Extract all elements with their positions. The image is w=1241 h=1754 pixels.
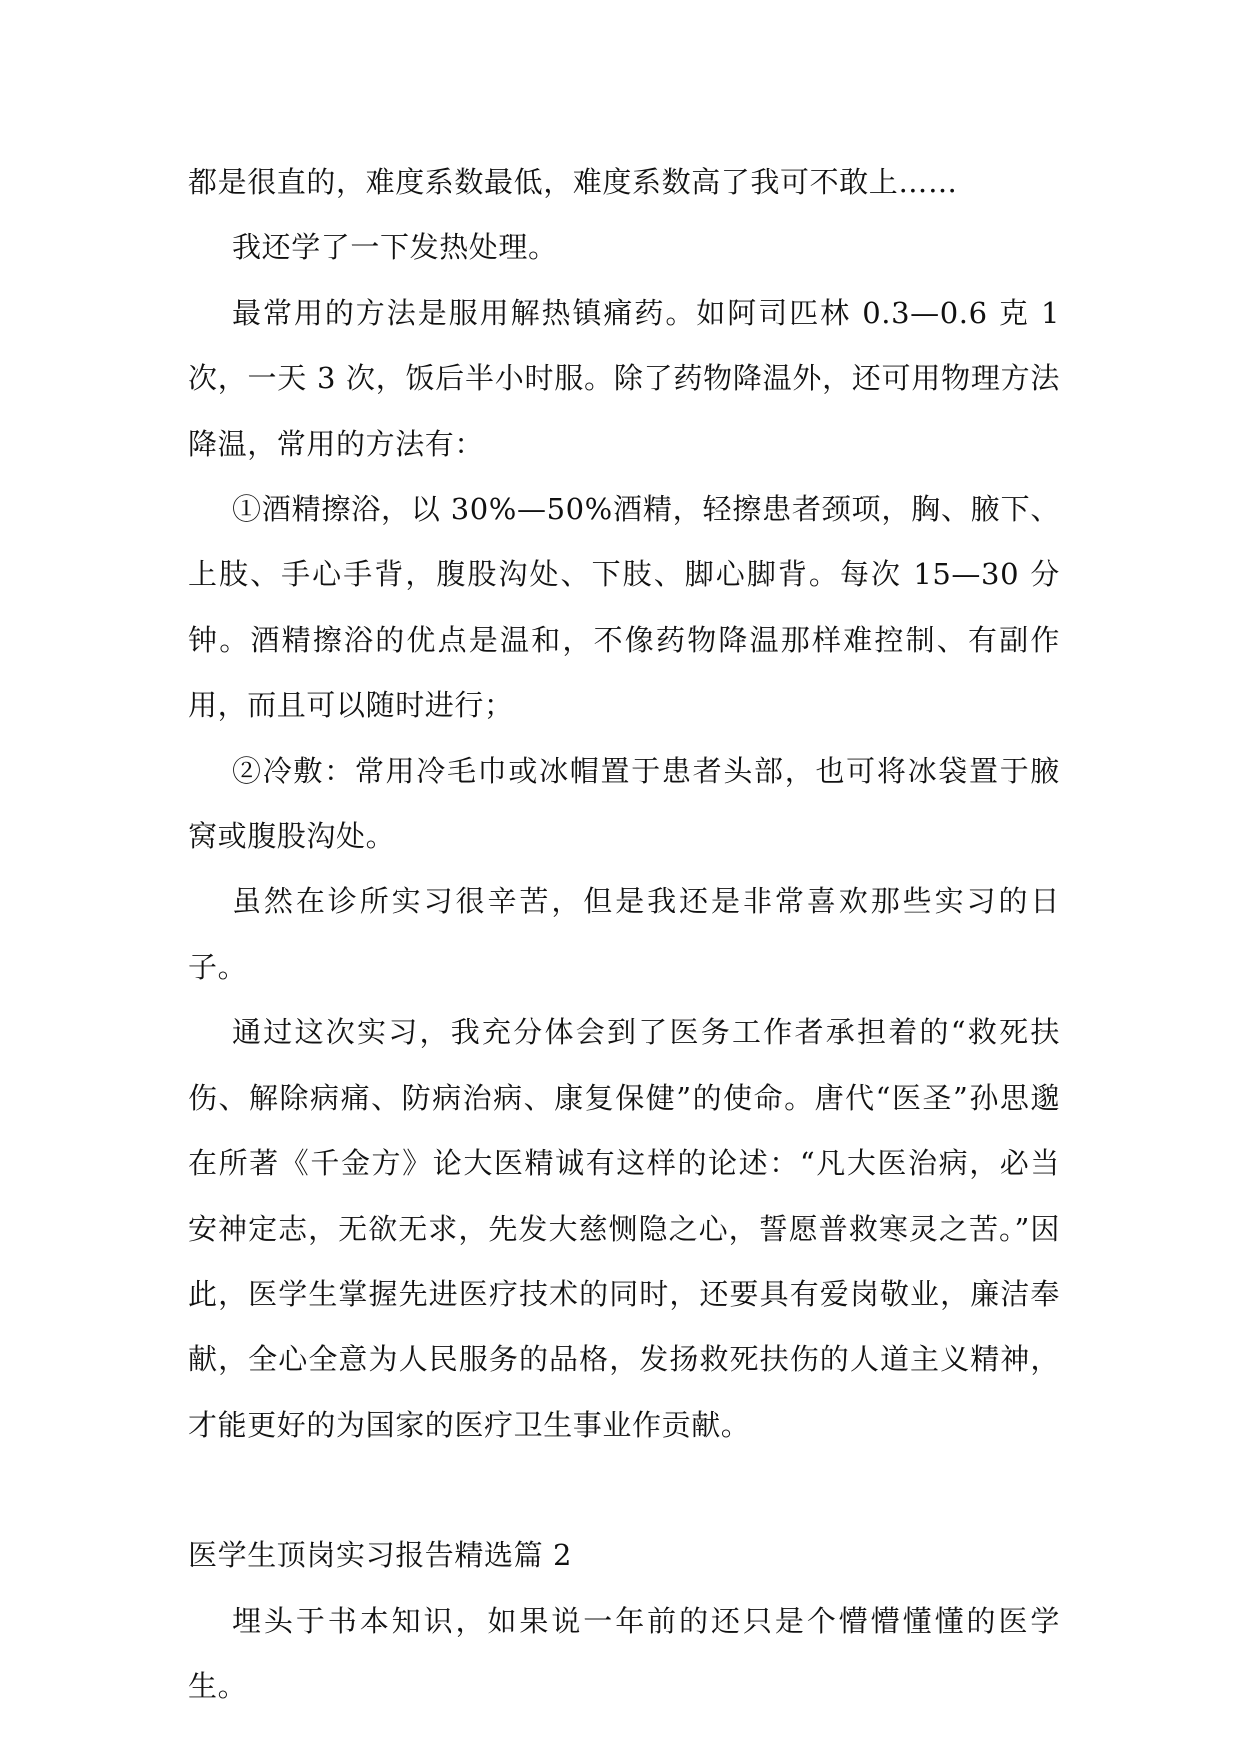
paragraph-clinic-internship: 虽然在诊所实习很辛苦，但是我还是非常喜欢那些实习的日子。 — [188, 884, 1060, 984]
paragraph-continuation: 都是很直的，难度系数最低，难度系数高了我可不敢上…… — [188, 165, 958, 199]
paragraph-medication: 最常用的方法是服用解热镇痛药。如阿司匹林 0.3—0.6 克 1 次，一天 3 次，饭后半小时服。除了药物降温外，还可用物理方法降温，常用的方法有： — [188, 295, 1060, 461]
paragraph-section-intro: 埋头于书本知识，如果说一年前的还只是个懵懵懂懂的医学生。 — [188, 1603, 1060, 1703]
paragraph-reflection: 通过这次实习，我充分体会到了医务工作者承担着的“救死扶伤、解除病痛、防病治病、康复保健”的使命。唐代“医圣”孙思邈在所著《千金方》论大医精诚有这样的论述：“凡大医治病，必当安神定志，无欲无求，先发大慈恻隐之心，誓愿普救寒灵之苦。”因此，医学生掌握先进医疗技术的同时，还要具有爱岗敬业，廉洁奉献，全心全意为人民服务的品格，发扬救死扶伤的人道主义精神，才能更好的为国家的医疗卫生事业作贡献。 — [188, 1015, 1060, 1442]
paragraph-fever-treatment: 我还学了一下发热处理。 — [232, 230, 558, 265]
document-body — [188, 150, 1060, 1719]
paragraph-alcohol-bath: ①酒精擦浴，以 30%—50%酒精，轻擦患者颈项，胸、腋下、上肢、手心手背，腹股沟处、下肢、脚心脚背。每次 15—30 分钟。酒精擦浴的优点是温和，不像药物降温那样难控制、有副作用，而且可以随时进行； — [188, 492, 1060, 723]
section-heading: 医学生顶岗实习报告精选篇 2 — [188, 1538, 573, 1573]
paragraph-cold-compress: ②冷敷：常用冷毛巾或冰帽置于患者头部，也可将冰袋置于腋窝或腹股沟处。 — [188, 753, 1060, 854]
